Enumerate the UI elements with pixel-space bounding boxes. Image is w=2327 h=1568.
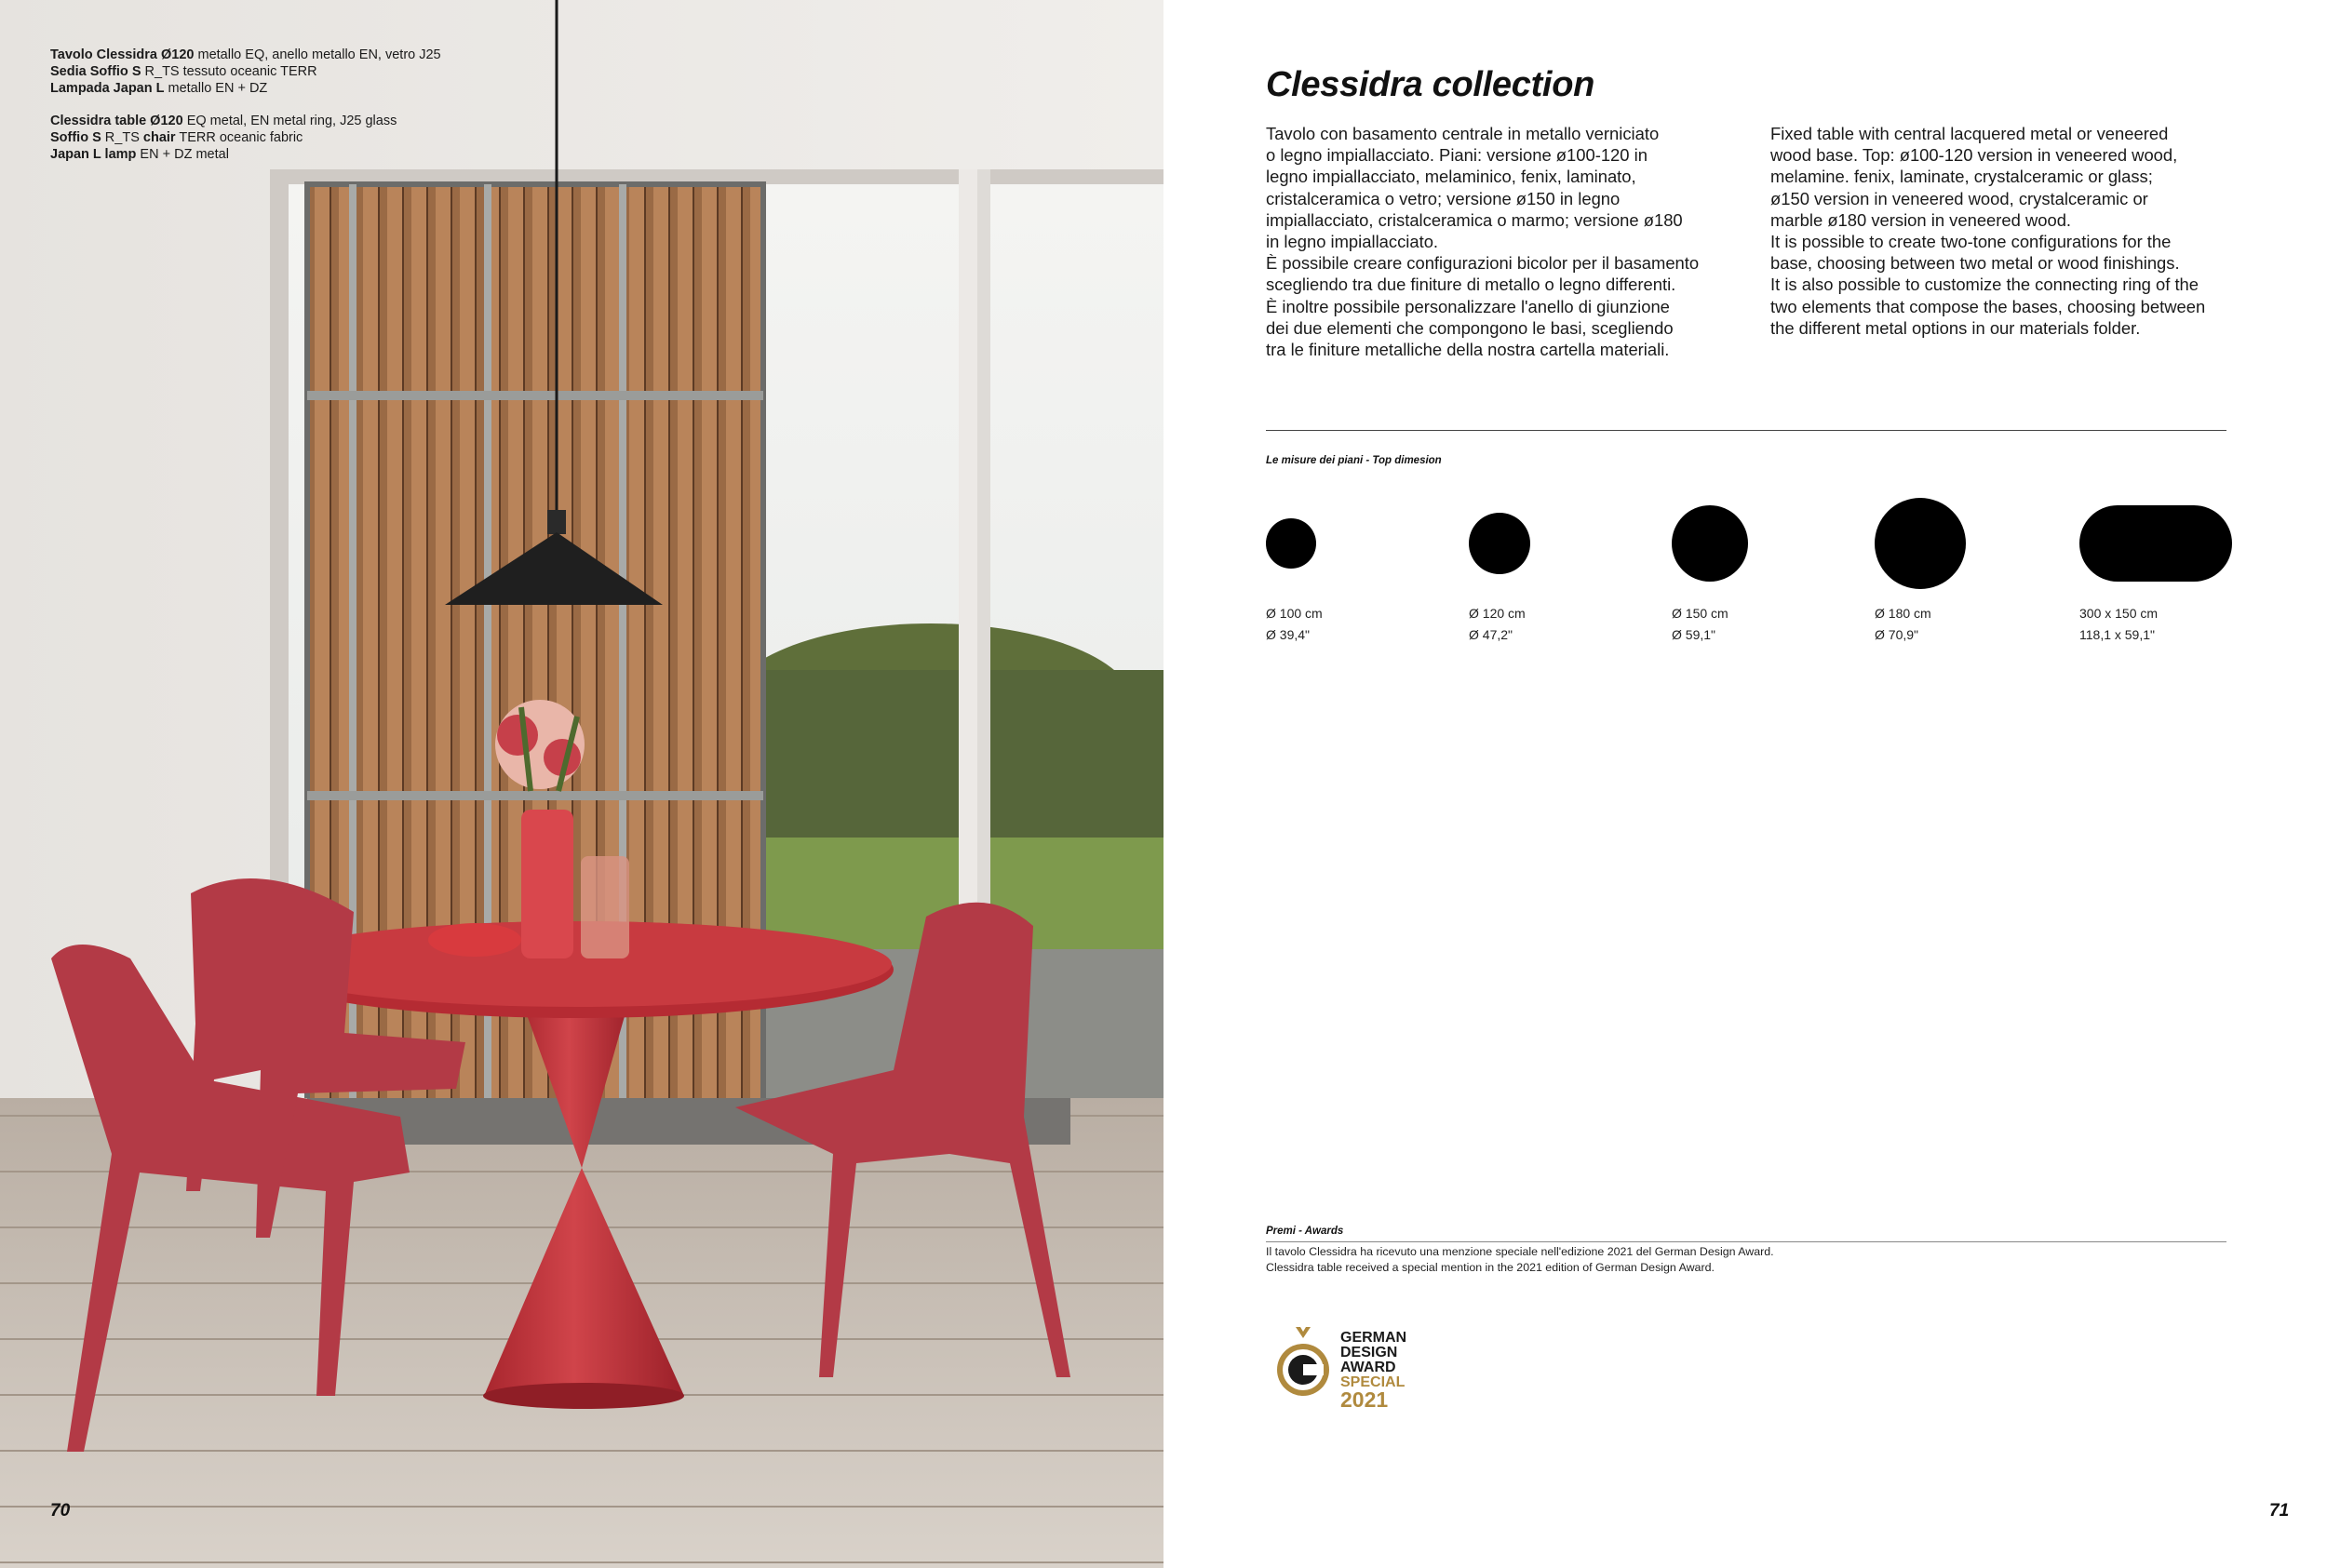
size-label-150 xyxy=(1672,603,1728,646)
award-text-year: 2021 xyxy=(1340,1387,1389,1412)
text-line: It is possible to create two-tone configurations for the xyxy=(1770,232,2172,252)
text-line: marble ø180 version in veneered wood. xyxy=(1770,209,2072,230)
top-shape-180 xyxy=(1875,498,1966,589)
text-line: cristalceramica o vetro; versione ø150 in legno xyxy=(1266,188,1621,208)
top-shape-120 xyxy=(1469,513,1530,574)
size-label-120 xyxy=(1469,603,1526,646)
text-line: melamine. fenix, laminate, crystalceramic or glass; xyxy=(1770,167,2153,187)
text-line: base, choosing between two metal or wood finishings. xyxy=(1770,253,2180,274)
divider xyxy=(1266,430,2226,431)
size-imperial: Ø 39,4" xyxy=(1266,627,1310,642)
text-line: It is also possible to customize the connecting ring of the xyxy=(1770,275,2199,295)
awards-heading: Premi - Awards xyxy=(1266,1226,1344,1237)
page-number-left: 70 xyxy=(50,1501,71,1521)
caption-line: Tavolo Clessidra Ø120 metallo EQ, anello metallo EN, vetro J25 xyxy=(50,47,441,62)
text-line: ø150 version in veneered wood, crystalceramic or xyxy=(1770,188,2148,208)
award-text-german: GERMAN xyxy=(1340,1330,1407,1346)
text-line: wood base. Top: ø100-120 version in veneered wood, xyxy=(1770,145,2178,166)
text-line: impiallacciato, cristalceramica o marmo; versione ø180 xyxy=(1266,209,1683,230)
page-number-right: 71 xyxy=(2269,1501,2290,1521)
text-line: scegliendo tra due finiture di metallo o legno differenti. xyxy=(1266,275,1676,295)
size-label-oval xyxy=(2079,603,2158,646)
award-text-special: SPECIAL xyxy=(1340,1374,1406,1390)
awards-divider xyxy=(1266,1241,2226,1242)
text-line: two elements that compose the bases, choosing between xyxy=(1770,296,2206,316)
text-line: tra le finiture metalliche della nostra cartella materiali. xyxy=(1266,340,1670,360)
top-shape-100 xyxy=(1266,518,1316,569)
size-metric: Ø 180 cm xyxy=(1875,606,1931,621)
size-label-180 xyxy=(1875,603,1931,646)
text-line: o legno impiallacciato. Piani: versione ø100-120 in xyxy=(1266,145,1648,166)
caption-line: Clessidra table Ø120 EQ metal, EN metal ring, J25 glass xyxy=(50,114,397,128)
description-italian xyxy=(1266,123,1731,360)
awards-line-it: Il tavolo Clessidra ha ricevuto una menzione speciale nell'edizione 2021 del German Design Award. xyxy=(1266,1245,1774,1258)
right-page xyxy=(1164,0,2327,1568)
awards-line-en: Clessidra table received a special mention in the 2021 edition of German Design Award. xyxy=(1266,1260,1715,1274)
text-line: dei due elementi che compongono le basi, scegliendo xyxy=(1266,317,1674,338)
text-line: legno impiallacciato, melaminico, fenix, laminato, xyxy=(1266,167,1636,187)
caption-line: Sedia Soffio S R_TS tessuto oceanic TERR xyxy=(50,64,317,79)
award-text-design: DESIGN xyxy=(1340,1345,1398,1360)
size-metric: Ø 120 cm xyxy=(1469,606,1526,621)
awards-text xyxy=(1266,1244,1774,1275)
size-label-100 xyxy=(1266,603,1323,646)
text-line: È inoltre possibile personalizzare l'anello di giunzione xyxy=(1266,296,1670,316)
award-text-award: AWARD xyxy=(1340,1360,1396,1375)
german-design-award-logo xyxy=(1275,1323,1424,1412)
size-imperial: Ø 59,1" xyxy=(1672,627,1715,642)
text-line: Fixed table with central lacquered metal or veneered xyxy=(1770,124,2169,143)
page-title: Clessidra collection xyxy=(1266,65,1595,104)
top-shape-150 xyxy=(1672,505,1748,582)
caption-line: Soffio S R_TS chair TERR oceanic fabric xyxy=(50,130,303,145)
dimensions-heading: Le misure dei piani - Top dimesion xyxy=(1266,455,1442,466)
caption-line: Japan L lamp EN + DZ metal xyxy=(50,147,229,162)
top-shape-oval xyxy=(2079,505,2232,582)
description-english xyxy=(1770,123,2236,339)
caption-line: Lampada Japan L metallo EN + DZ xyxy=(50,81,268,96)
size-metric: 300 x 150 cm xyxy=(2079,606,2159,621)
size-metric: Ø 100 cm xyxy=(1266,606,1323,621)
size-imperial: 118,1 x 59,1" xyxy=(2079,627,2155,642)
size-imperial: Ø 47,2" xyxy=(1469,627,1513,642)
photo-captions xyxy=(50,47,441,163)
text-line: the different metal options in our materials folder. xyxy=(1770,317,2141,338)
size-imperial: Ø 70,9" xyxy=(1875,627,1918,642)
text-line: Tavolo con basamento centrale in metallo verniciato xyxy=(1266,124,1660,143)
size-metric: Ø 150 cm xyxy=(1672,606,1728,621)
captions-italian xyxy=(50,47,441,97)
captions-english xyxy=(50,113,441,163)
text-line: È possibile creare configurazioni bicolor per il basamento xyxy=(1266,253,1700,274)
text-line: in legno impiallacciato. xyxy=(1266,232,1439,252)
